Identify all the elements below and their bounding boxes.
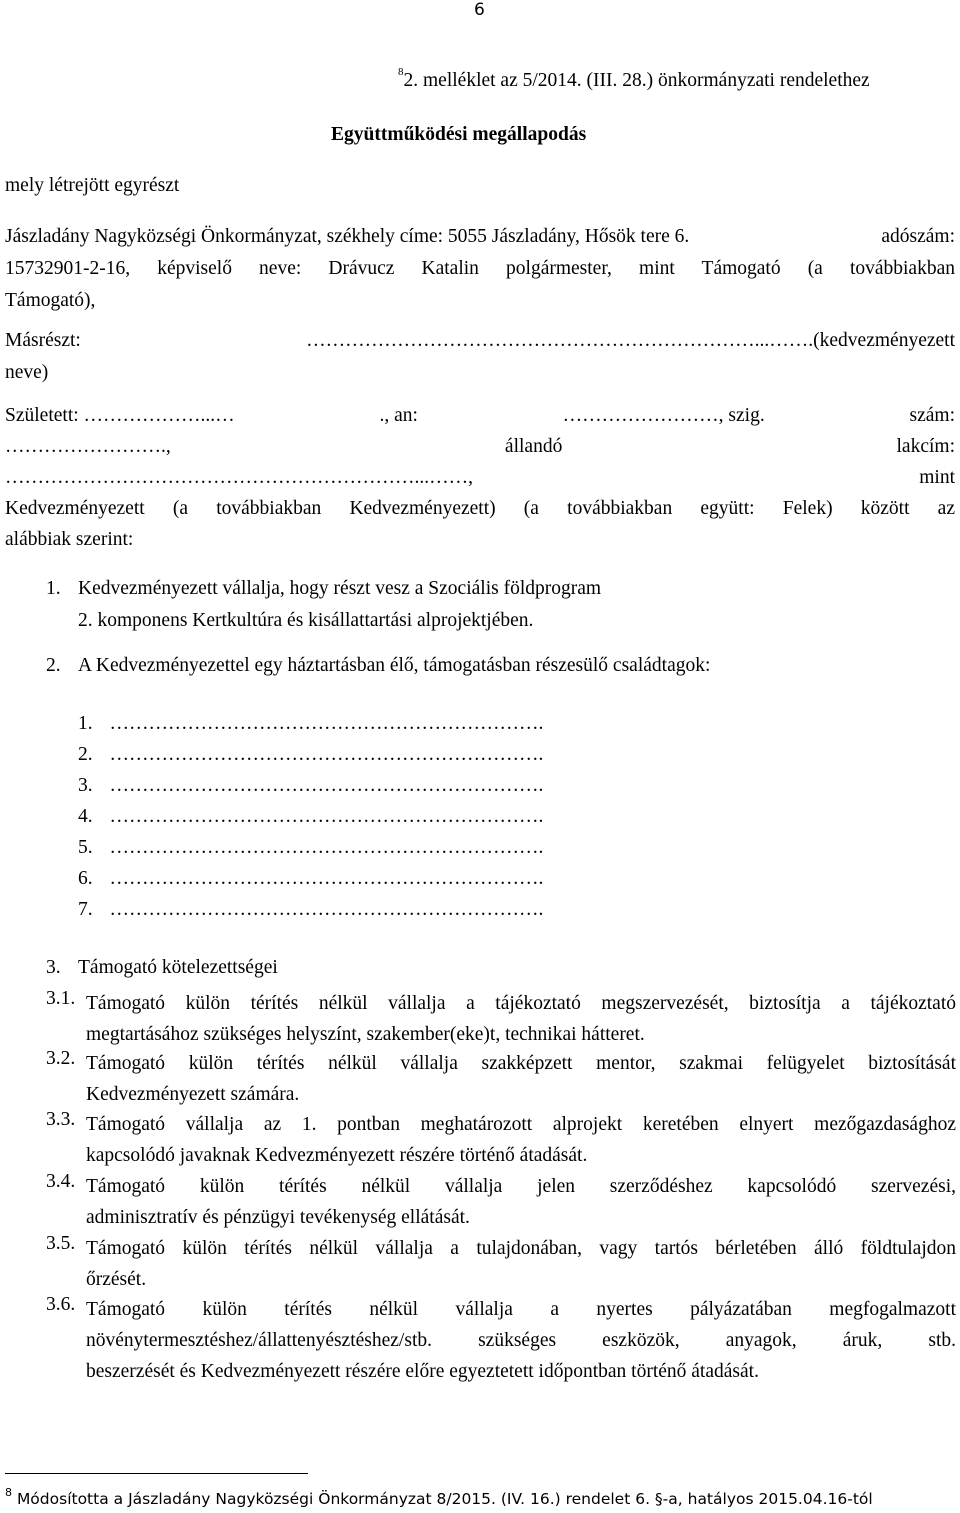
- sub-item-text: [86, 1109, 956, 1171]
- sub-item-line-text: Támogató vállalja az 1. pontban meghatározott alprojekt keretében elnyert mezőgazdasághoz: [86, 1114, 956, 1135]
- member-dots: ………………………………………………………….: [109, 806, 544, 827]
- member-number: 1.: [78, 713, 93, 734]
- sub-item-line: [86, 1325, 956, 1356]
- sub-item-line: megtartásához szükséges helyszínt, szakember(eke)t, technikai hátteret.: [86, 1024, 645, 1045]
- member-dots: ………………………………………………………….: [109, 744, 544, 765]
- sub-item-line: [86, 1171, 956, 1202]
- masreszt-line: [5, 330, 955, 352]
- sub-item-line: [86, 988, 956, 1019]
- sub-item-number: 3.6.: [46, 1294, 76, 1315]
- footnote-separator: [5, 1473, 308, 1474]
- sub-item-line-text: Támogató külön térítés nélkül vállalja jelen szerződéshez kapcsolódó szervezési,: [86, 1176, 956, 1197]
- sub-item-line-text: Támogató külön térítés nélkül vállalja a nyertes pályázatában megfogalmazott: [86, 1299, 956, 1320]
- annex-text: 2. melléklet az 5/2014. (III. 28.) önkormányzati rendelethez: [403, 70, 870, 91]
- party1-line1: [5, 226, 955, 248]
- family-member-item: [78, 713, 543, 735]
- point2-number: 2.: [46, 655, 61, 676]
- lakcim-line: [5, 467, 955, 489]
- sub-item-number: 3.4.: [46, 1171, 76, 1192]
- sub-item-line-text: növénytermesztéshez/állattenyésztéshez/stb. szükséges eszközök, anyagok, áruk, stb.: [86, 1330, 956, 1351]
- footnote: [5, 1486, 873, 1508]
- family-member-item: [78, 806, 543, 828]
- family-member-item: [78, 899, 543, 921]
- point3-number: 3.: [46, 957, 61, 978]
- party1-line1-left: Jászladány Nagyközségi Önkormányzat, székhely címe: 5055 Jászladány, Hősök tere 6.: [5, 226, 690, 247]
- member-number: 3.: [78, 775, 93, 796]
- family-member-item: [78, 868, 543, 890]
- sub-item-line: kapcsolódó javaknak Kedvezményezett részére történő átadását.: [86, 1145, 588, 1166]
- point2-text: A Kedvezményezettel egy háztartásban élő, támogatásban részesülő családtagok:: [78, 655, 711, 676]
- party1-line2-text: 15732901-2-16, képviselő neve: Drávucz Katalin polgármester, mint Támogató (a továbbiakban: [5, 258, 955, 279]
- sub-item-text: [86, 988, 956, 1050]
- szig-label: , szig.: [718, 405, 765, 426]
- sub-item-number: 3.5.: [46, 1233, 76, 1254]
- sub-item-line: [86, 1233, 956, 1264]
- sub-item-number: 3.3.: [46, 1109, 76, 1130]
- member-number: 7.: [78, 899, 93, 920]
- point1-number: 1.: [46, 578, 61, 599]
- sub-item-text: [86, 1233, 956, 1295]
- lakcim-label: lakcím:: [896, 436, 955, 457]
- point3-title: Támogató kötelezettségei: [78, 957, 278, 978]
- party1-line1-right: adószám:: [881, 226, 955, 247]
- sub-item-line-text: Támogató külön térítés nélkül vállalja a tulajdonában, vagy tartós bérletében álló földtulajdon: [86, 1238, 956, 1259]
- page-number: 6: [474, 0, 485, 20]
- szam-label: szám:: [909, 405, 955, 426]
- party1-line3: Támogató),: [5, 290, 96, 311]
- footnote-text: Módosította a Jászladány Nagyközségi Önkormányzat 8/2015. (IV. 16.) rendelet 6. §-a, hatályos 2015.04.16-tól: [16, 1490, 873, 1508]
- sub-item-line: őrzését.: [86, 1269, 147, 1290]
- footnote-number: 8: [5, 1486, 12, 1499]
- member-dots: ………………………………………………………….: [109, 899, 544, 920]
- member-dots: ………………………………………………………….: [109, 775, 544, 796]
- allando-line: [5, 436, 955, 458]
- sub-item-line: [86, 1048, 956, 1079]
- member-number: 5.: [78, 837, 93, 858]
- alabbiak-line: alábbiak szerint:: [5, 529, 134, 550]
- allando-text: állandó: [504, 436, 563, 457]
- member-number: 2.: [78, 744, 93, 765]
- felek-line-text: Kedvezményezett (a továbbiakban Kedvezményezett) (a továbbiakban együtt: Felek) között az: [5, 498, 955, 519]
- family-member-item: [78, 775, 543, 797]
- annex-reference: [398, 66, 870, 92]
- footnote-ref-marker: 8: [398, 66, 404, 78]
- sub-item-number: 3.1.: [46, 988, 76, 1009]
- member-number: 6.: [78, 868, 93, 889]
- an-label: ., an:: [379, 405, 418, 426]
- document-title: Együttműködési megállapodás: [331, 124, 587, 145]
- sub-item-line-text: Támogató külön térítés nélkül vállalja szakképzett mentor, szakmai felügyelet biztosítását: [86, 1053, 956, 1074]
- sub-item-text: [86, 1294, 956, 1387]
- masreszt-suffix: .(kedvezményezett: [808, 330, 955, 351]
- point1-line2: 2. komponens Kertkultúra és kisállattartási alprojektjében.: [78, 610, 534, 631]
- neve-label: neve): [5, 362, 49, 383]
- szam-dots: …………………….,: [5, 436, 171, 457]
- sub-item-text: [86, 1171, 956, 1233]
- party1-line2: [5, 258, 955, 280]
- sub-item-line: [86, 1109, 956, 1140]
- szuletett-dots: ………………...…: [83, 405, 235, 426]
- member-dots: ………………………………………………………….: [109, 837, 544, 858]
- sub-item-number: 3.2.: [46, 1048, 76, 1069]
- mint-text: mint: [919, 467, 955, 488]
- sub-item-line: adminisztratív és pénzügyi tevékenység ellátását.: [86, 1207, 470, 1228]
- family-member-item: [78, 744, 543, 766]
- an-dots: ……………………: [562, 405, 719, 426]
- szuletett-label: Született:: [5, 405, 79, 426]
- masreszt-dots: ……………………………………………………………...……: [306, 330, 809, 351]
- member-dots: ………………………………………………………….: [109, 713, 544, 734]
- felek-line: [5, 498, 955, 520]
- masreszt-label: Másrészt:: [5, 330, 81, 351]
- sub-item-text: [86, 1048, 956, 1110]
- member-dots: ………………………………………………………….: [109, 868, 544, 889]
- sub-item-line-text: Támogató külön térítés nélkül vállalja a tájékoztató megszervezését, biztosítja a tájékoztató: [86, 993, 956, 1014]
- lakcim-dots: ………………………………………………………...……,: [5, 467, 473, 488]
- szuletett-line: [5, 405, 955, 427]
- point1-line1: Kedvezményezett vállalja, hogy részt vesz a Szociális földprogram: [78, 578, 602, 599]
- sub-item-line: Kedvezményezett számára.: [86, 1084, 300, 1105]
- sub-item-line: [86, 1294, 956, 1325]
- sub-item-line: beszerzését és Kedvezményezett részére előre egyeztetett időpontban történő átadását.: [86, 1361, 759, 1382]
- family-member-item: [78, 837, 543, 859]
- intro-text: mely létrejött egyrészt: [5, 175, 180, 196]
- member-number: 4.: [78, 806, 93, 827]
